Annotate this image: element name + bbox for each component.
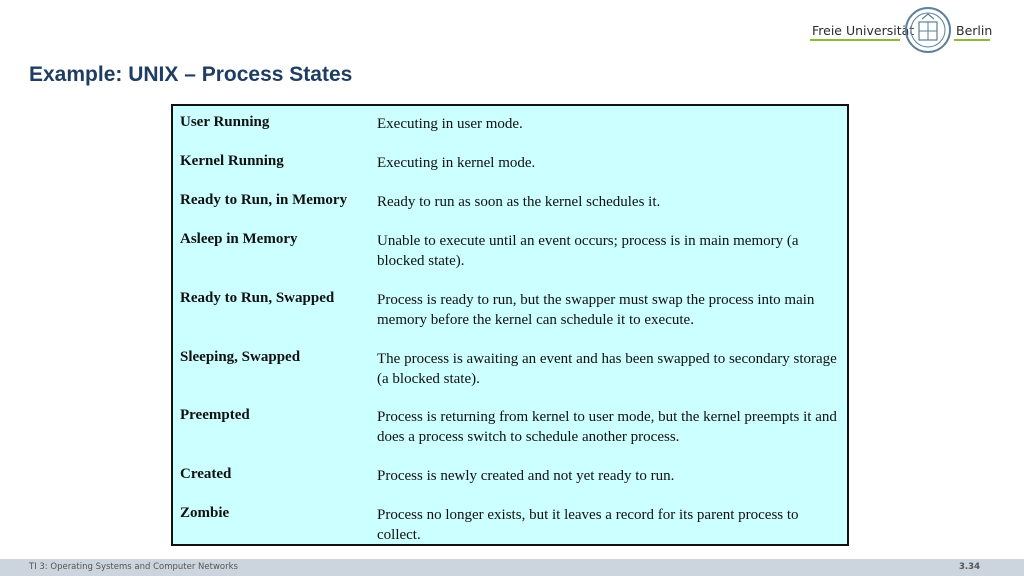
logo-text-right: Berlin	[956, 23, 993, 38]
state-description: Ready to run as soon as the kernel schedules it.	[377, 194, 661, 210]
footer-bar	[0, 559, 1024, 576]
university-logo	[808, 6, 992, 54]
state-description: Executing in user mode.	[377, 116, 523, 132]
state-name: Kernel Running	[180, 153, 284, 169]
seal-icon	[904, 6, 952, 54]
state-name: Asleep in Memory	[180, 231, 298, 247]
page-number: 3.34	[959, 562, 980, 572]
state-description: Process is newly created and not yet ready to run.	[377, 468, 675, 484]
state-name: User Running	[180, 114, 270, 130]
state-name: Zombie	[180, 505, 230, 521]
state-name: Preempted	[180, 407, 250, 423]
state-description: Unable to execute until an event occurs; process is in main memory (a blocked state).	[377, 233, 799, 269]
state-name: Created	[180, 466, 232, 482]
state-description: Process no longer exists, but it leaves a record for its parent process to collect.	[377, 507, 799, 543]
logo-divider-left	[810, 39, 900, 41]
state-name: Ready to Run, in Memory	[180, 192, 348, 208]
logo-divider-right	[954, 39, 990, 41]
state-name: Ready to Run, Swapped	[180, 290, 335, 306]
state-description: The process is awaiting an event and has been swapped to secondary storage (a blocked state).	[377, 351, 837, 387]
state-description: Executing in kernel mode.	[377, 155, 536, 171]
state-description: Process is ready to run, but the swapper must swap the process into main memory before the kernel can schedule it to execute.	[377, 292, 815, 328]
logo-text-left: Freie Universität	[812, 23, 915, 38]
footer-course-title: TI 3: Operating Systems and Computer Networks	[29, 562, 238, 572]
state-description: Process is returning from kernel to user mode, but the kernel preempts it and does a process switch to schedule another process.	[377, 409, 837, 445]
process-states-table	[171, 104, 849, 546]
state-name: Sleeping, Swapped	[180, 349, 301, 365]
slide-title: Example: UNIX – Process States	[29, 63, 353, 86]
